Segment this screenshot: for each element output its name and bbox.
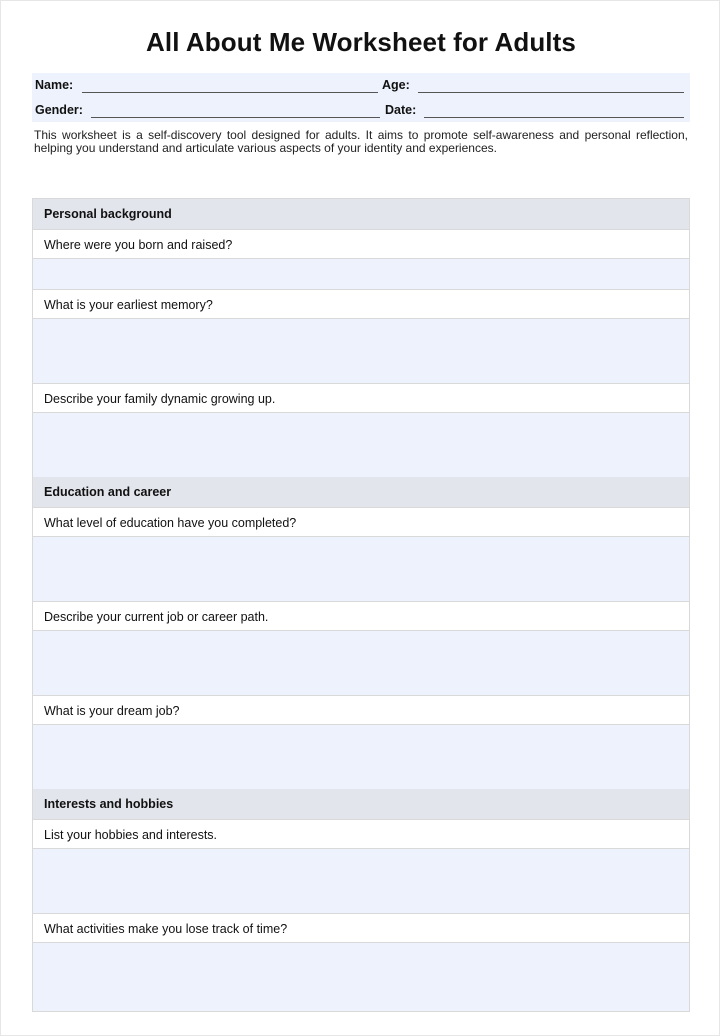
gender-field[interactable] — [91, 117, 380, 118]
question-row: Describe your family dynamic growing up. — [33, 383, 689, 413]
question-row: What activities make you lose track of time? — [33, 913, 689, 943]
answer-area[interactable] — [33, 413, 689, 477]
question-row: Describe your current job or career path. — [33, 601, 689, 631]
age-field[interactable] — [418, 92, 684, 93]
info-row-gender-date — [32, 98, 690, 122]
worksheet-title: All About Me Worksheet for Adults — [146, 27, 576, 57]
question-row: Where were you born and raised? — [33, 229, 689, 259]
question-row: What level of education have you completed? — [33, 507, 689, 537]
gender-label: Gender: — [35, 103, 83, 117]
question-row: What is your dream job? — [33, 695, 689, 725]
question-row: List your hobbies and interests. — [33, 819, 689, 849]
question-row: What is your earliest memory? — [33, 289, 689, 319]
section-header: Interests and hobbies — [33, 789, 689, 819]
answer-area[interactable] — [33, 943, 689, 1007]
answer-area[interactable] — [33, 849, 689, 913]
answer-area[interactable] — [33, 259, 689, 289]
date-field[interactable] — [424, 117, 684, 118]
name-label: Name: — [35, 78, 74, 92]
intro-text: This worksheet is a self-discovery tool designed for adults. It aims to promote self-awareness and personal reflection, helping you understand and articulate various aspects of your identity and experiences. — [34, 128, 688, 155]
date-label: Date: — [385, 103, 417, 117]
info-row-name-age — [32, 73, 690, 97]
section-header: Personal background — [33, 199, 689, 229]
questions-table — [32, 198, 690, 1012]
answer-area[interactable] — [33, 631, 689, 695]
answer-area[interactable] — [33, 319, 689, 383]
section-header: Education and career — [33, 477, 689, 507]
answer-area[interactable] — [33, 725, 689, 789]
answer-area[interactable] — [33, 537, 689, 601]
info-fields — [32, 73, 690, 122]
age-label: Age: — [382, 78, 410, 92]
name-field[interactable] — [82, 92, 378, 93]
